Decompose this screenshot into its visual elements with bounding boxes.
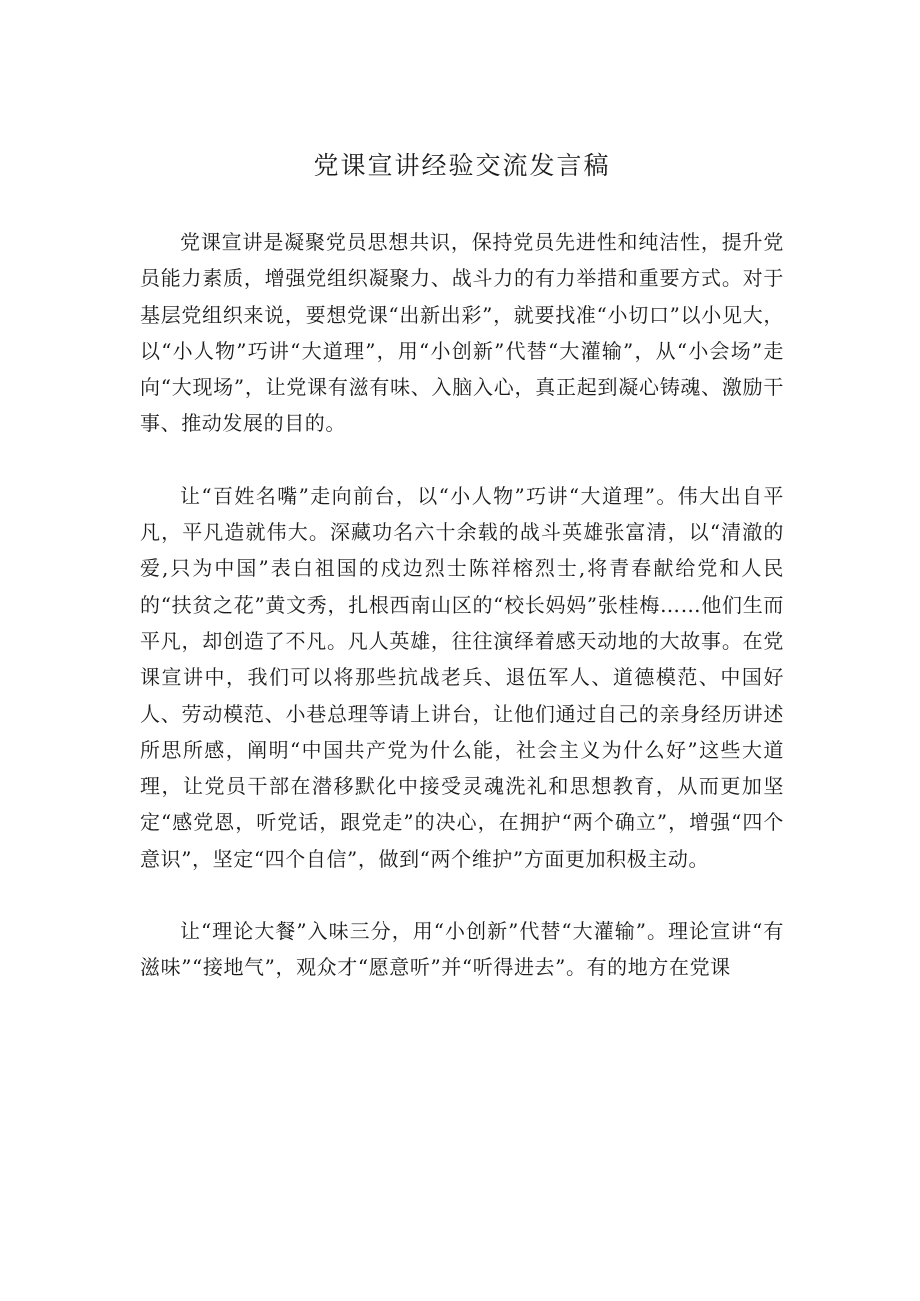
document-title: 党课宣讲经验交流发言稿 <box>313 151 611 180</box>
paragraph-common-people: 让“百姓名嘴”走向前台，以“小人物”巧讲“大道理”。伟大出自平凡，平凡造就伟大。深藏功名六十余载的战斗英雄张富清，以“清澈的爱,只为中国”表白祖国的戍边烈士陈祥榕烈士,将青春献给党和人民的“扶贫之花”黄文秀，扎根西南山区的“校长妈妈”张桂梅……他们生而平凡，却创造了不凡。凡人英雄，往往演绎着感天动地的大故事。在党课宣讲中，我们可以将那些抗战老兵、退伍军人、道德模范、中国好人、劳动模范、小巷总理等请上讲台，让他们通过自己的亲身经历讲述所思所感，阐明“中国共产党为什么能，社会主义为什么好”这些大道理，让党员干部在潜移默化中接受灵魂洗礼和思想教育，从而更加坚定“感党恩，听党话，跟党走”的决心，在拥护“两个确立”，增强“四个意识”，坚定“四个自信”，做到“两个维护”方面更加积极主动。 <box>140 483 784 871</box>
paragraph-theory: 让“理论大餐”入味三分，用“小创新”代替“大灌输”。理论宣讲“有滋味”“接地气”，观众才“愿意听”并“听得进去”。有的地方在党课 <box>140 919 784 980</box>
paragraph-intro: 党课宣讲是凝聚党员思想共识，保持党员先进性和纯洁性，提升党员能力素质，增强党组织凝聚力、战斗力的有力举措和重要方式。对于基层党组织来说，要想党课“出新出彩”，就要找准“小切口”以小见大，以“小人物”巧讲“大道理”，用“小创新”代替“大灌输”，从“小会场”走向“大现场”，让党课有滋有味、入脑入心，真正起到凝心铸魂、激励干事、推动发展的目的。 <box>140 230 784 436</box>
